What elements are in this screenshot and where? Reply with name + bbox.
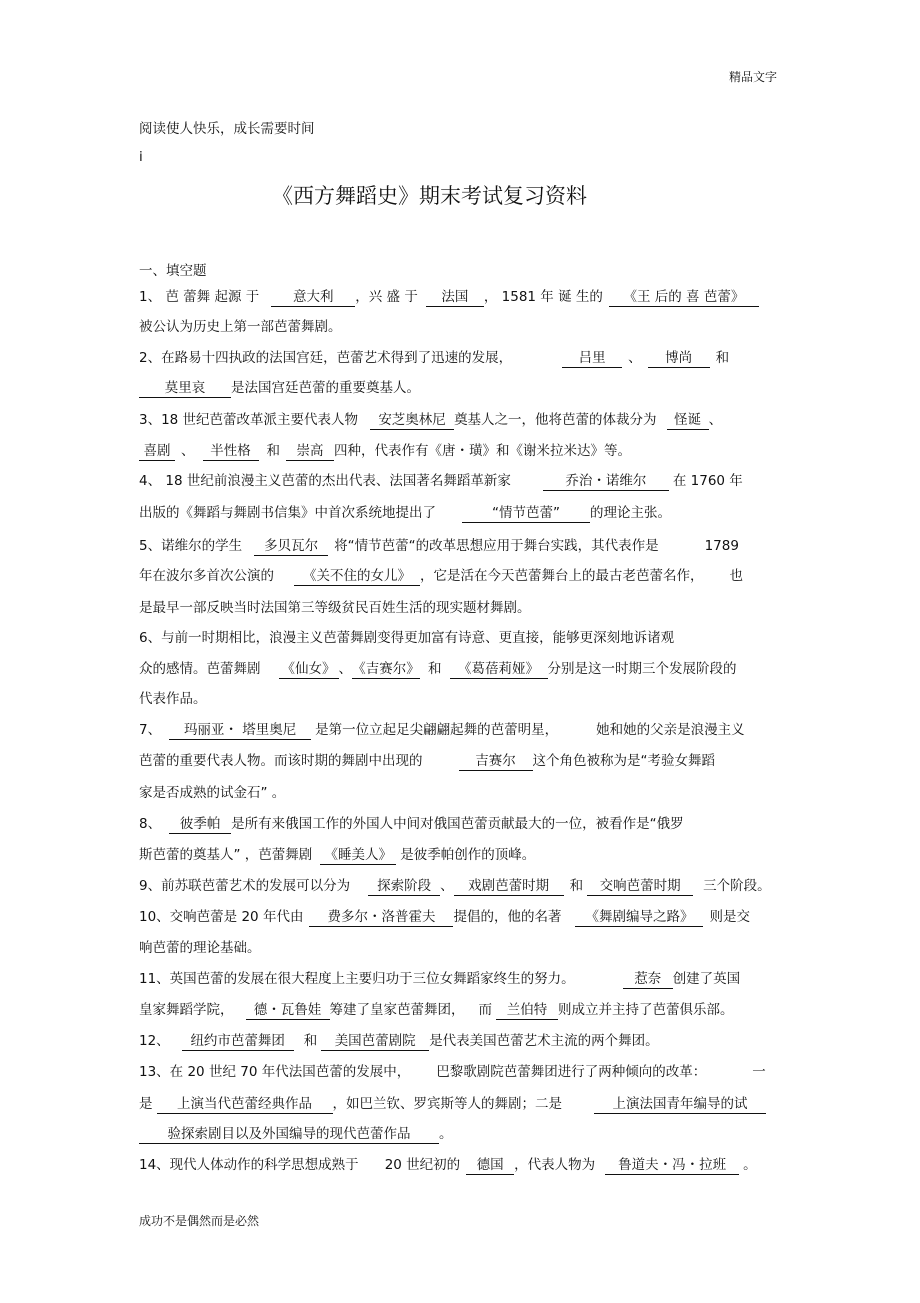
question-13-line-2: 是 上演当代芭蕾经典作品 ，如巴兰钦、罗宾斯等人的舞剧；二是 上演法国青年编导的试 bbox=[139, 1094, 766, 1114]
answer-blank: 崇高 bbox=[286, 443, 334, 461]
answer-blank: 《关不住的女儿》 bbox=[294, 568, 420, 586]
answer-blank: 德国 bbox=[466, 1157, 514, 1175]
answer-blank: 探索阶段 bbox=[368, 878, 440, 896]
question-13-line-1: 13、在 20 世纪 70 年代法国芭蕾的发展中， 巴黎歌剧院芭蕾舞团进行了两种倾向的改革： 一 bbox=[139, 1064, 766, 1080]
answer-blank: 纽约市芭蕾舞团 bbox=[182, 1033, 294, 1051]
answer-blank: 《睡美人》 bbox=[320, 847, 396, 865]
answer-blank: 兰伯特 bbox=[496, 1002, 558, 1020]
question-5-line-1: 5、诺维尔的学生 多贝瓦尔 将“情节芭蕾“的改革思想应用于舞台实践，其代表作是 1789 bbox=[139, 538, 739, 554]
answer-blank: 戏剧芭蕾时期 bbox=[454, 878, 564, 896]
answer-blank: 彼季帕 bbox=[169, 816, 231, 834]
motto: 阅读使人快乐，成长需要时间 bbox=[139, 121, 315, 137]
question-11-line-1: 11、英国芭蕾的发展在很大程度上主要归功于三位女舞蹈家终生的努力。 惹奈 创建了英国 bbox=[139, 971, 741, 987]
answer-blank: 交响芭蕾时期 bbox=[587, 878, 693, 896]
question-1-line-2: 被公认为历史上第一部芭蕾舞剧。 bbox=[139, 319, 342, 335]
answer-blank: 安芝奥林尼 bbox=[370, 412, 454, 430]
answer-blank: 鲁道夫・冯・拉班 bbox=[605, 1157, 739, 1175]
question-3-line-2: 喜剧 、 半性格 和 崇高 四种，代表作有《唐・璜》和《谢米拉米达》等。 bbox=[139, 441, 631, 461]
answer-blank: 玛丽亚・ 塔里奥尼 bbox=[169, 722, 311, 740]
question-7-line-2: 芭蕾的重要代表人物。而该时期的舞剧中出现的 吉赛尔 这个角色被称为是“考验女舞蹈 bbox=[139, 753, 715, 769]
question-7-line-1: 7、 玛丽亚・ 塔里奥尼 是第一位立起足尖翩翩起舞的芭蕾明星， 她和她的父亲是浪漫主义 bbox=[139, 722, 745, 738]
header-label: 精品文字 bbox=[729, 70, 778, 84]
answer-blank: 费多尔・洛普霍夫 bbox=[309, 909, 453, 927]
question-7-line-3: 家是否成熟的试金石” 。 bbox=[139, 785, 286, 801]
answer-blank: 吕里 bbox=[562, 350, 622, 368]
answer-blank: 上演法国青年编导的试 bbox=[594, 1096, 766, 1114]
question-14-line-1: 14、现代人体动作的科学思想成熟于 20 世纪初的 德国 ，代表人物为 鲁道夫・冯・拉班 。 bbox=[139, 1157, 757, 1173]
question-13-line-3: 验探索剧目以及外国编导的现代芭蕾作品 。 bbox=[139, 1124, 453, 1144]
question-2-line-1: 2、在路易十四执政的法国宫廷，芭蕾艺术得到了迅速的发展， 吕里 、 博尚 和 bbox=[139, 350, 730, 366]
answer-blank: 多贝瓦尔 bbox=[254, 538, 328, 556]
question-10-line-2: 响芭蕾的理论基础。 bbox=[139, 940, 261, 956]
answer-blank: 吉赛尔 bbox=[459, 753, 533, 771]
answer-blank: 意大利 bbox=[271, 289, 355, 307]
question-6-line-2: 众的感情。芭蕾舞剧 《仙女》 、《吉赛尔》 和 《葛蓓莉娅》 分别是这一时期三个发展阶段的 bbox=[139, 661, 737, 677]
question-3-line-1: 3、18 世纪芭蕾改革派主要代表人物 安芝奥林尼 奠基人之一，他将芭蕾的体裁分为 怪诞 、 bbox=[139, 412, 723, 428]
question-12-line-1: 12、 纽约市芭蕾舞团 和 美国芭蕾剧院 是代表美国芭蕾艺术主流的两个舞团。 bbox=[139, 1033, 659, 1049]
answer-blank: 喜剧 bbox=[139, 443, 175, 461]
answer-blank: 莫里哀 bbox=[139, 380, 231, 398]
question-8-line-2: 斯芭蕾的奠基人” ，芭蕾舞剧 《睡美人》 是彼季帕创作的顶峰。 bbox=[139, 847, 536, 863]
answer-blank: 上演当代芭蕾经典作品 bbox=[157, 1096, 333, 1114]
answer-blank: 《吉赛尔》 bbox=[352, 661, 420, 677]
question-2-line-2: 莫里哀 是法国宫廷芭蕾的重要奠基人。 bbox=[139, 378, 420, 398]
answer-blank: 半性格 bbox=[203, 443, 259, 461]
page-marker: i bbox=[139, 149, 143, 165]
answer-blank: 验探索剧目以及外国编导的现代芭蕾作品 bbox=[139, 1126, 439, 1144]
answer-blank: “情节芭蕾” bbox=[462, 505, 590, 523]
question-6-line-3: 代表作品。 bbox=[139, 691, 207, 707]
answer-blank: 《王 后的 喜 芭蕾》 bbox=[609, 289, 759, 307]
question-9-line-1: 9、前苏联芭蕾艺术的发展可以分为 探索阶段 、 戏剧芭蕾时期 和 交响芭蕾时期 三个阶段。 bbox=[139, 878, 771, 894]
answer-blank: 美国芭蕾剧院 bbox=[321, 1033, 429, 1051]
question-1-line-1: 1、 芭 蕾舞 起源 于 意大利 ，兴 盛 于 法国 ， 1581 年 诞 生的 《王 后的 喜 芭蕾》 bbox=[139, 287, 759, 307]
answer-blank: 博尚 bbox=[648, 350, 710, 368]
footer-text: 成功不是偶然而是必然 bbox=[139, 1214, 260, 1228]
question-6-line-1: 6、与前一时期相比，浪漫主义芭蕾舞剧变得更加富有诗意、更直接，能够更深刻地诉诸观 bbox=[139, 630, 675, 646]
answer-blank: 惹奈 bbox=[623, 971, 673, 989]
question-5-line-3: 是最早一部反映当时法国第三等级贫民百姓生活的现实题材舞剧。 bbox=[139, 600, 531, 616]
question-4-line-2: 出版的《舞蹈与舞剧书信集》中首次系统地提出了 “情节芭蕾” 的理论主张。 bbox=[139, 505, 671, 521]
answer-blank: 德・瓦鲁娃 bbox=[246, 1002, 330, 1020]
answer-blank: 法国 bbox=[426, 289, 484, 307]
answer-blank: 《葛蓓莉娅》 bbox=[450, 661, 548, 679]
question-4-line-1: 4、 18 世纪前浪漫主义芭蕾的杰出代表、法国著名舞蹈革新家 乔治・诺维尔 在 1760 年 bbox=[139, 473, 743, 489]
answer-blank: 《舞剧编导之路》 bbox=[575, 909, 703, 927]
question-11-line-2: 皇家舞蹈学院， 德・瓦鲁娃 筹建了皇家芭蕾舞团， 而 兰伯特 则成立并主持了芭蕾俱乐部。 bbox=[139, 1002, 734, 1018]
page-title: 《西方舞蹈史》期末考试复习资料 bbox=[272, 184, 587, 208]
question-5-line-2: 年在波尔多首次公演的 《关不住的女儿》 ，它是活在今天芭蕾舞台上的最古老芭蕾名作， 也 bbox=[139, 568, 743, 584]
answer-blank: 《仙女》 bbox=[279, 661, 339, 679]
answer-blank: 怪诞 bbox=[667, 412, 709, 430]
answer-blank: 乔治・诺维尔 bbox=[543, 473, 669, 491]
question-10-line-1: 10、交响芭蕾是 20 年代由 费多尔・洛普霍夫 提倡的，他的名著 《舞剧编导之路》 则是交 bbox=[139, 909, 750, 925]
section-heading: 一、填空题 bbox=[139, 263, 207, 279]
question-8-line-1: 8、 彼季帕 是所有来俄国工作的外国人中间对俄国芭蕾贡献最大的一位，被看作是“俄罗 bbox=[139, 816, 684, 832]
